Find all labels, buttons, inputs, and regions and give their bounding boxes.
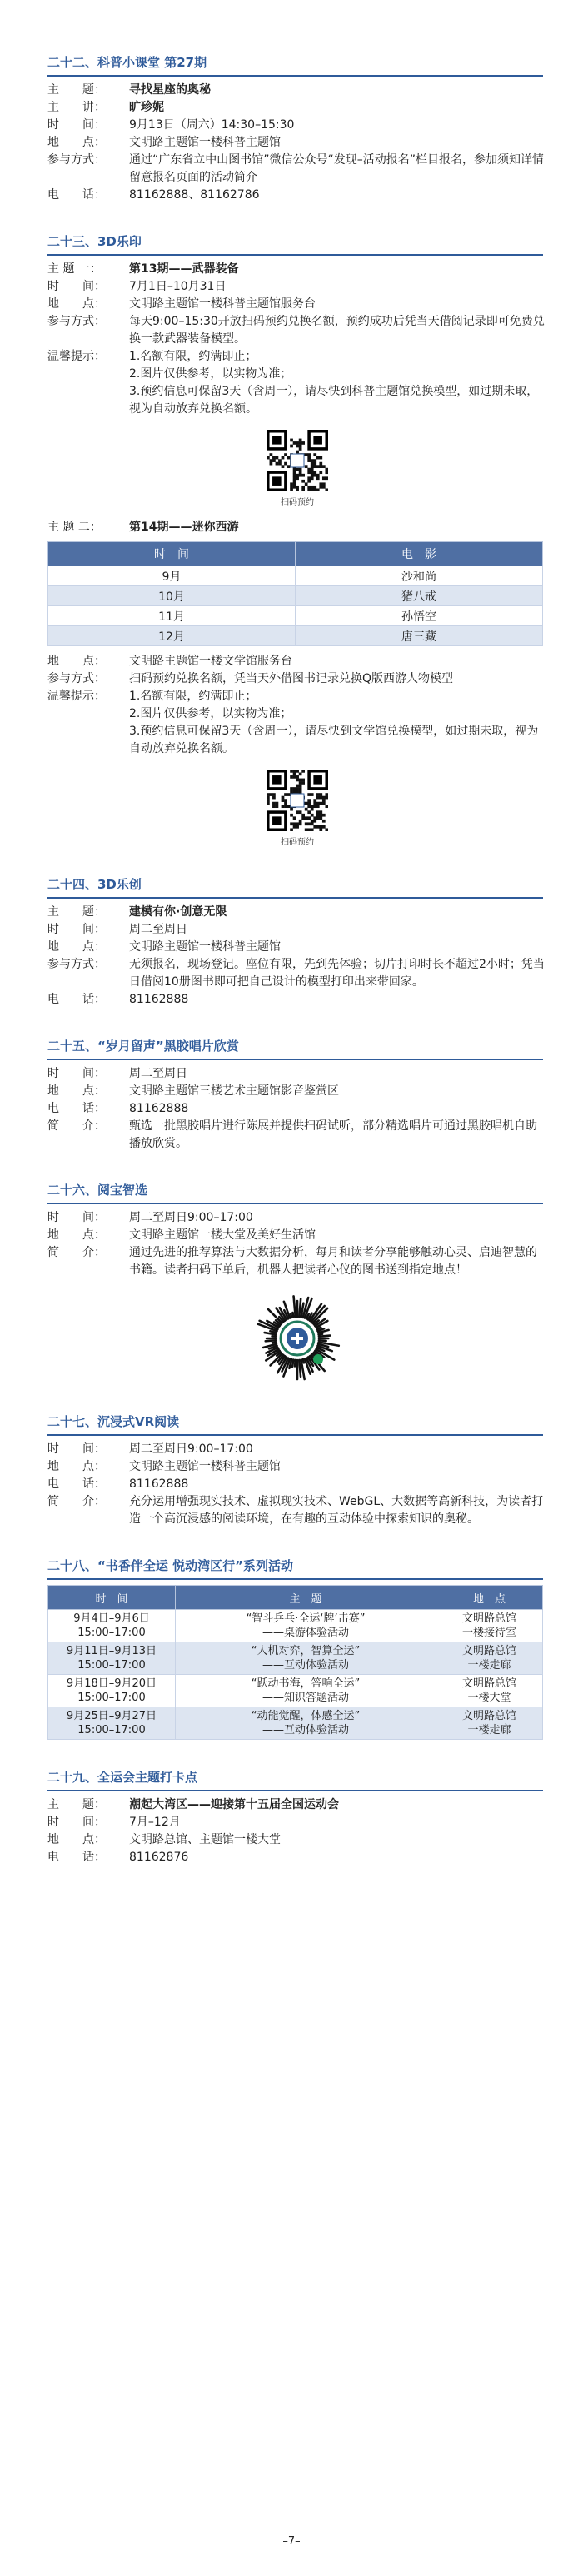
table-row [48, 1675, 543, 1707]
info-value: 无须报名，现场登记。座位有限，先到先体验；切片打印时长不超过2小时；凭当日借阅10册图书即可把自己设计的模型打印出来带回家。 [129, 958, 545, 989]
info-label: 参与方式： [47, 315, 106, 328]
schedule-table [47, 541, 543, 646]
divider [47, 254, 543, 256]
cell-line: “跃动书海，答响全运” [251, 1677, 361, 1690]
tip-item: 1.名额有限，约满即止； [129, 350, 257, 363]
cell-line: “动能觉醒，体感全运” [251, 1710, 361, 1722]
info-value: 文明路主题馆一楼科普主题馆服务台 [129, 297, 316, 311]
info-label: 时 间： [47, 923, 106, 936]
info-label: 电 话： [47, 1851, 106, 1864]
section-22 [47, 53, 547, 204]
info-row [47, 1814, 547, 1831]
info-value: 周二至周日9:00–17:00 [129, 1211, 253, 1224]
info-row [47, 1065, 547, 1083]
info-row [47, 1209, 547, 1227]
info-value: 文明路主题馆一楼科普主题馆 [129, 136, 281, 149]
cell-line: 一楼大堂 [467, 1692, 511, 1704]
table-cell: 猪八戒 [296, 586, 543, 606]
cell-line: “人机对弈，智算全运” [251, 1645, 361, 1657]
section-title: 二十四、3D乐创 [47, 877, 142, 892]
cell-line: 15:00–17:00 [77, 1627, 146, 1639]
info-label: 地 点： [47, 1833, 106, 1846]
table-cell: 10月 [48, 586, 296, 606]
info-label: 主 题： [47, 1798, 106, 1811]
cell-line: 文明路总馆 [461, 1612, 516, 1625]
info-row [47, 1244, 547, 1279]
tip-item: 3.预约信息可保留3天（含周一），请尽快到文学馆兑换模型，如过期未取，视为自动放弃兑换名额。 [129, 725, 539, 755]
section-title: 二十五、“岁月留声”黑胶唱片欣赏 [47, 1039, 239, 1054]
info-row [47, 1118, 547, 1153]
info-row [47, 653, 547, 670]
section-title: 二十八、“书香伴全运 悦动湾区行”系列活动 [47, 1558, 293, 1573]
table-cell [436, 1642, 543, 1675]
info-label: 主 讲： [47, 101, 106, 114]
divider [47, 1059, 543, 1060]
table-header: 时 间 [48, 542, 296, 566]
qr-block [47, 430, 547, 507]
info-label: 时 间： [47, 118, 106, 132]
tip-item: 1.名额有限，约满即止； [129, 690, 257, 703]
info-row [47, 939, 547, 956]
info-label: 电 话： [47, 1477, 106, 1491]
table-cell [176, 1675, 436, 1707]
info-value: 81162888、81162786 [129, 188, 260, 202]
info-value: 每天9:00–15:30开放扫码预约兑换名额，预约成功后凭当天借阅记录即可免费兑换一款武器装备模型。 [129, 315, 545, 346]
section-title: 二十七、沉浸式VR阅读 [47, 1414, 180, 1429]
divider [47, 1203, 543, 1204]
info-row [47, 1100, 547, 1118]
table-header: 时 间 [48, 1586, 176, 1610]
tips-list [129, 688, 547, 758]
info-value: 7月1日–10月31日 [129, 280, 227, 293]
section-29 [47, 1768, 547, 1866]
qr-caption: 扫码预约 [281, 838, 314, 847]
info-label: 参与方式： [47, 153, 106, 167]
info-value: 周二至周日9:00–17:00 [129, 1442, 253, 1456]
cell-line: 一楼接待室 [461, 1627, 516, 1639]
tip-item: 2.图片仅供参考，以实物为准； [129, 367, 292, 381]
cell-line: 文明路总馆 [461, 1677, 516, 1690]
info-label: 地 点： [47, 655, 106, 668]
info-row [47, 1831, 547, 1849]
info-label: 时 间： [47, 1442, 106, 1456]
section-27 [47, 1413, 547, 1528]
section-23 [47, 232, 547, 847]
info-list [47, 82, 547, 204]
info-label: 时 间： [47, 1211, 106, 1224]
info-list [47, 261, 547, 348]
info-label: 地 点： [47, 940, 106, 954]
info-row [47, 278, 547, 296]
info-label: 地 点： [47, 1228, 106, 1242]
info-value: 81162876 [129, 1851, 189, 1864]
info-label: 参与方式： [47, 958, 106, 971]
tips-label: 温馨提示： [47, 350, 106, 363]
info-row [47, 1458, 547, 1476]
info-row [47, 1796, 547, 1814]
table-cell: 唐三藏 [296, 626, 543, 646]
info-row [47, 921, 547, 939]
page-number: –7– [282, 2535, 301, 2548]
tips-label: 温馨提示： [47, 690, 106, 703]
info-row [47, 1476, 547, 1493]
divider [47, 897, 543, 899]
info-label: 地 点： [47, 136, 106, 149]
section-title: 二十三、3D乐印 [47, 234, 142, 249]
info-list [47, 1065, 547, 1153]
qr-block [47, 770, 547, 847]
content [47, 53, 547, 1895]
table-cell: 沙和尚 [296, 566, 543, 586]
info-row [47, 991, 547, 1009]
section-25 [47, 1037, 547, 1153]
info-label: 时 间： [47, 1816, 106, 1829]
info-row [47, 1849, 547, 1866]
mini-program-code-icon[interactable] [252, 1293, 343, 1384]
info-value: 充分运用增强现实技术、虚拟现实技术、WebGL、大数据等高新科技，为读者打造一个高沉浸感的阅读环境，在有趣的互动体验中探索知识的奥秘。 [129, 1495, 544, 1526]
info-row [47, 1227, 547, 1244]
cell-line: 9月4日–9月6日 [73, 1612, 150, 1625]
qr-code-icon[interactable] [267, 430, 328, 491]
cell-line: 15:00–17:00 [77, 1659, 146, 1672]
info-row [47, 904, 547, 921]
section-26 [47, 1181, 547, 1384]
info-row [47, 1083, 547, 1100]
info-value: 文明路总馆、主题馆一楼大堂 [129, 1833, 281, 1846]
info-list [47, 1796, 547, 1866]
info-value: 第13期——武器装备 [129, 262, 239, 276]
divider [47, 75, 543, 77]
cell-line: 9月11日–9月13日 [66, 1645, 157, 1657]
info-value: 通过“广东省立中山图书馆”微信公众号“发现–活动报名”栏目报名，参加须知详情留意报名页面的活动简介 [129, 153, 545, 184]
qr-caption: 扫码预约 [281, 498, 314, 507]
table-cell [48, 1675, 176, 1707]
cell-line: 15:00–17:00 [77, 1692, 146, 1704]
table-cell [436, 1707, 543, 1740]
info-label: 参与方式： [47, 672, 106, 685]
info-label: 主 题： [47, 83, 106, 97]
info-label: 地 点： [47, 297, 106, 311]
info-row [47, 152, 547, 187]
info-value: 第14期——迷你西游 [129, 521, 239, 534]
info-value: 7月–12月 [129, 1816, 181, 1829]
activity-table [47, 1585, 543, 1740]
divider [47, 1434, 543, 1436]
cell-line: ——桌游体验活动 [262, 1627, 349, 1639]
info-row [47, 82, 547, 99]
cell-line: 一楼走廊 [467, 1724, 511, 1736]
tip-item: 3.预约信息可保留3天（含周一），请尽快到科普主题馆兑换模型，如过期未取，视为自动放弃兑换名额。 [129, 385, 539, 416]
info-value: 旷珍妮 [129, 101, 164, 114]
info-value: 扫码预约兑换名额，凭当天外借图书记录兑换Q版西游人物模型 [129, 672, 454, 685]
info-value: 潮起大湾区——迎接第十五届全国运动会 [129, 1798, 339, 1811]
info-value: 甄选一批黑胶唱片进行陈展并提供扫码试听，部分精选唱片可通过黑胶唱机自助播放欣赏。 [129, 1119, 537, 1150]
info-row [47, 1493, 547, 1528]
info-row [47, 296, 547, 313]
tip-item: 2.图片仅供参考，以实物为准； [129, 707, 292, 720]
info-label: 电 话： [47, 1102, 106, 1115]
info-value: 文明路主题馆三楼艺术主题馆影音鉴赏区 [129, 1084, 339, 1098]
table-header: 地 点 [436, 1586, 543, 1610]
info-row [47, 187, 547, 204]
info-value: 81162888 [129, 1102, 189, 1115]
table-cell [436, 1610, 543, 1642]
table-cell: 孙悟空 [296, 606, 543, 626]
table-cell [48, 1642, 176, 1675]
info-value: 寻找星座的奥秘 [129, 83, 211, 97]
cell-line: 一楼走廊 [467, 1659, 511, 1672]
tips-list [129, 348, 547, 418]
info-label: 主 题： [47, 905, 106, 919]
table-cell [176, 1707, 436, 1740]
cell-line: 15:00–17:00 [77, 1724, 146, 1736]
info-label: 简 介： [47, 1495, 106, 1508]
table-cell [176, 1642, 436, 1675]
section-title: 二十九、全运会主题打卡点 [47, 1770, 198, 1785]
info-label: 主 题 二： [47, 521, 102, 534]
info-row [47, 670, 547, 688]
table-cell: 12月 [48, 626, 296, 646]
info-value: 文明路主题馆一楼科普主题馆 [129, 940, 281, 954]
table-cell [436, 1675, 543, 1707]
info-value: 9月13日（周六）14:30–15:30 [129, 118, 295, 132]
info-value: 文明路主题馆一楼科普主题馆 [129, 1460, 281, 1473]
table-cell: 11月 [48, 606, 296, 626]
info-label: 时 间： [47, 1067, 106, 1080]
info-value: 文明路主题馆一楼大堂及美好生活馆 [129, 1228, 316, 1242]
info-row [47, 134, 547, 152]
info-value: 通过先进的推荐算法与大数据分析，每月和读者分享能够触动心灵、启迪智慧的书籍。读者扫码下单后，机器人把读者心仪的图书送到指定地点！ [129, 1246, 537, 1277]
divider [47, 1790, 543, 1791]
section-28 [47, 1557, 547, 1740]
table-header: 电 影 [296, 542, 543, 566]
section-title: 二十二、科普小课堂 第27期 [47, 55, 207, 70]
info-value: 文明路主题馆一楼文学馆服务台 [129, 655, 292, 668]
table-row [48, 1642, 543, 1675]
info-value: 建模有你·创意无限 [129, 905, 227, 919]
info-row [47, 956, 547, 991]
info-label: 时 间： [47, 280, 106, 293]
table-cell [48, 1610, 176, 1642]
info-label: 地 点： [47, 1084, 106, 1098]
info-row [47, 117, 547, 134]
cell-line: ——互动体验活动 [262, 1724, 349, 1736]
table-cell [48, 1707, 176, 1740]
cell-line: 文明路总馆 [461, 1710, 516, 1722]
table-row [48, 1707, 543, 1740]
info-label: 地 点： [47, 1460, 106, 1473]
table-row [48, 1610, 543, 1642]
info-row [47, 1441, 547, 1458]
info-list [47, 653, 547, 688]
info-label: 电 话： [47, 188, 106, 202]
info-row [47, 261, 547, 278]
info-row [47, 99, 547, 117]
info-value: 周二至周日 [129, 1067, 187, 1080]
info-label: 电 话： [47, 993, 106, 1006]
cell-line: 文明路总馆 [461, 1645, 516, 1657]
cell-line: “智斗乒乓·全运‘牌’击赛” [246, 1612, 366, 1625]
cell-line: ——知识答题活动 [262, 1692, 349, 1704]
section-title: 二十六、阅宝智选 [47, 1183, 148, 1198]
table-cell: 9月 [48, 566, 296, 586]
info-list [47, 904, 547, 1009]
info-label: 简 介： [47, 1246, 106, 1259]
cell-line: 9月18日–9月20日 [66, 1677, 157, 1690]
info-list [47, 1209, 547, 1279]
info-label: 简 介： [47, 1119, 106, 1133]
info-value: 81162888 [129, 1477, 189, 1491]
divider [47, 1578, 543, 1580]
table-cell [176, 1610, 436, 1642]
info-value: 81162888 [129, 993, 189, 1006]
cell-line: ——互动体验活动 [262, 1659, 349, 1672]
cell-line: 9月25日–9月27日 [66, 1710, 157, 1722]
table-header: 主 题 [176, 1586, 436, 1610]
tips [47, 348, 547, 418]
info-row [47, 313, 547, 348]
info-label: 主 题 一： [47, 262, 102, 276]
section-24 [47, 875, 547, 1009]
info-value: 周二至周日 [129, 923, 187, 936]
qr-code-icon[interactable] [267, 770, 328, 831]
theme-two [47, 519, 547, 536]
tips [47, 688, 547, 758]
info-list [47, 1441, 547, 1528]
